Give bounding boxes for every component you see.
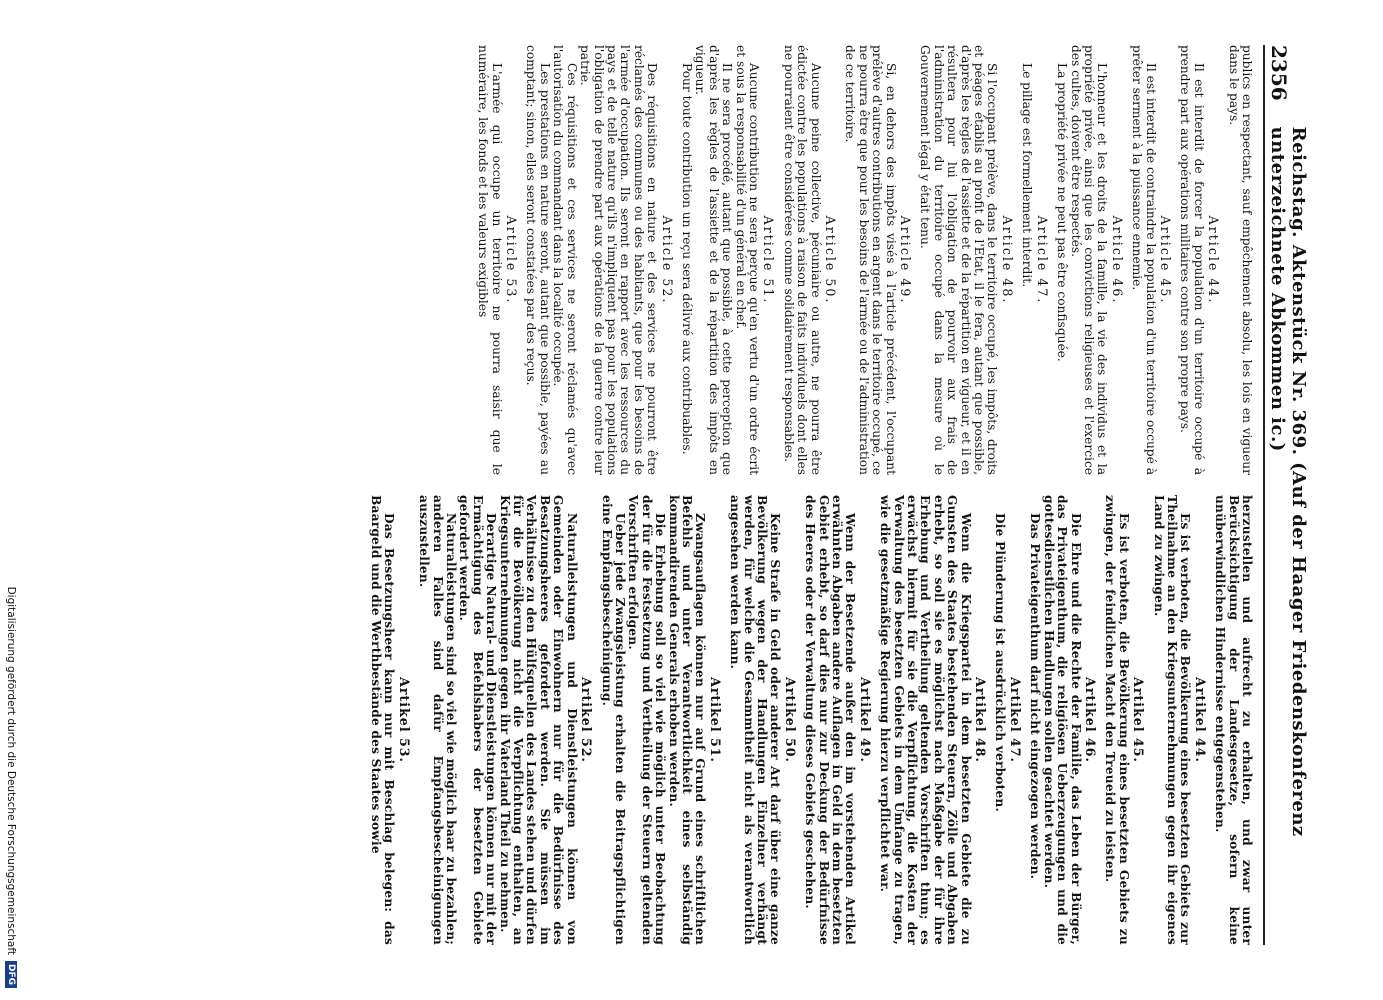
paragraph: Die Plünderung ist ausdrücklich verboten.	[993, 513, 1008, 812]
page-header	[1263, 45, 1309, 945]
article-heading: Article 47.	[1034, 215, 1050, 305]
paragraph: Es ist verboten, die Bevölkerung eines besetzten Gebiets zu zwingen, der feindlichen Macht den Treueid zu leisten.	[1103, 495, 1131, 945]
article-heading: Artikel 48.	[973, 677, 989, 763]
paragraph: Aucune contribution ne sera perçue qu'en vertu d'un ordre écrit et sous la responsabilité d'un général en chef.	[733, 45, 761, 475]
paragraph: Si l'occupant prélève, dans le territoire occupé, les impôts, droits et péages établis au profit de l'Etat, il le fera, autant que possible, d'après les règles de l'assiette et de la répartition en vigueur, et il en résultera pour lui l'obligation de pourvoir aux frais de l'administration du territoire occupé dans la mesure où le Gouvernement légal y était tenu.	[918, 45, 1000, 475]
paragraph: Keine Strafe in Geld oder anderer Art darf über eine ganze Bevölkerung wegen der Handlungen Einzelner verhängt werden, für welche die Gesammtheit nicht als verantwortlich angesehen werden kann.	[728, 495, 783, 945]
paragraph: La propriété privée ne peut pas être confisquée.	[1055, 63, 1070, 362]
paragraph: Il ne sera procédé, autant que possible, à cette perception que d'après les règles de l'assiette et de la répartition des impôts en vigueur.	[693, 45, 735, 475]
article-heading: Article 44.	[1206, 215, 1222, 305]
paragraph: Zwangsauflagen können nur auf Grund eines schriftlichen Befehls und unter Verantwortlichkeit eines selbständig kommandirenden Generals erhoben werden.	[666, 495, 708, 945]
paragraph: Si, en dehors des impôts visés à l'article précédent, l'occupant prélève d'autres contributions en argent dans le territoire occupé, ce ne pourra être que pour les besoins de l'armée ou de l'administration de ce territoire.	[843, 45, 898, 475]
paragraph: Wenn der Besetzende außer den im vorstehenden Artikel erwähnten Abgaben andere Auflagen in Geld in dem besetzten Gebiet erhebt, so darf dies nur zur Deckung der Bedürfnisse des Heeres oder der Verwaltung dieses Gebiets geschehen.	[803, 495, 858, 945]
paragraph: Die Erhebung soll so viel wie möglich unter Beobachtung der für die Festsetzung und Vertheilung der Steuern geltenden Vorschriften erfolgen.	[626, 495, 668, 945]
paragraph: Ces réquisitions et ces services ne seront réclamés qu'avec l'autorisation du commandant dans la localité occupée.	[551, 45, 579, 475]
article-heading: Article 48.	[999, 215, 1015, 305]
paragraph: L'honneur et les droits de la famille, la vie des individus et la propriété privée, ainsi que les convictions religieuses et l'exercice des cultes, doivent être respectés.	[1068, 45, 1110, 475]
article-heading: Artikel 45.	[1131, 677, 1147, 763]
paragraph: Derartige Natural- und Dienstleistungen können nur mit der Ermächtigung des Befehlshabers der besetzten Gebiete gefordert werden.	[457, 495, 499, 945]
paragraph: Les prestations en nature seront, autant que possible, payées au comptant; sinon, elles seront constatées par des reçus.	[524, 45, 552, 475]
article-heading: Artikel 53.	[396, 677, 412, 763]
paragraph: Ueber jede Zwangsleistung erhalten die Beitragspflichtigen eine Empfangsbescheinigung.	[599, 495, 627, 945]
article-heading: Artikel 46.	[1082, 677, 1098, 763]
paragraph: Das Besetzungsheer kann nur mit Beschlag belegen: das Baargeld und die Werthbestände des Staates sowie	[369, 495, 397, 945]
paragraph: Il est interdit de contraindre la population d'un territoire occupé à prêter serment à la puissance ennemie.	[1130, 45, 1158, 475]
page-title: Reichstag. Aktenstück Nr. 369. (Auf der Haager Friedenskonferenz unterzeichnete Abkommen ic.)	[1267, 126, 1309, 837]
article-heading: Article 53.	[504, 215, 520, 305]
paragraph: Es ist verboten, die Bevölkerung eines besetzten Gebiets zur Theilnahme an den Kriegsunternehmungen gegen ihr eigenes Land zu zwingen.	[1151, 495, 1193, 945]
footer-credit-bar	[0, 0, 20, 1000]
paragraph: Naturalleistungen und Dienstleistungen können von Gemeinden oder Einwohnern nur für die Bedürfnisse des Besatzungsheeres gefordert werden. Sie müssen im Verhältnisse zu den Hülfsquellen des Landes stehen und dürfen für die Bevölkerung nicht die Verpflichtung enthalten, an Kriegsunternehmungen gegen ihr Vaterland Theil zu nehmen.	[497, 495, 579, 945]
paragraph: herzustellen und aufrecht zu erhalten, und zwar unter Berücksichtigung der Landesgesetze, sofern keine unüberwindlichen Hindernisse entgegenstehen.	[1213, 495, 1254, 945]
article-heading: Article 49.	[898, 215, 914, 305]
paragraph: Il est interdit de forcer la population d'un territoire occupé à prendre part aux opérations militaires contre son propre pays.	[1178, 45, 1206, 475]
article-heading: Artikel 52.	[579, 677, 595, 763]
credit-text: Digitalisierung gefördert durch die Deutsche Forschungsgemeinschaft	[5, 586, 17, 955]
paragraph: Die Ehre und die Rechte der Familie, das Leben der Bürger, das Privateigenthum, die religiösen Ueberzeugungen und die gottesdienstlichen Handlungen sollen geachtet werden.	[1041, 495, 1083, 945]
document-sheet	[25, 45, 1309, 945]
french-column	[476, 45, 1253, 475]
article-heading: Artikel 47.	[1007, 677, 1023, 763]
article-heading: Article 50.	[823, 215, 839, 305]
article-heading: Article 46.	[1109, 215, 1125, 305]
paragraph: publics en respectant, sauf empêchement absolu, les lois en vigueur dans le pays.	[1226, 45, 1254, 475]
article-heading: Artikel 51.	[707, 677, 723, 763]
paragraph: L'armée qui occupe un territoire ne pourra saisir que le numéraire, les fonds et les valeurs exigibles	[476, 45, 504, 475]
article-heading: Article 51.	[761, 215, 777, 305]
article-heading: Artikel 44.	[1192, 677, 1208, 763]
paragraph: Le pillage est formellement interdit.	[1020, 63, 1035, 288]
page-number: 2356	[1267, 45, 1291, 101]
article-heading: Artikel 49.	[857, 677, 873, 763]
paragraph: Naturalleistungen sind so viel wie möglich baar zu bezahlen; anderen Falles sind dafür Empfangsbescheinigungen auszustellen.	[417, 495, 459, 945]
article-heading: Article 45.	[1157, 215, 1173, 305]
article-heading: Article 52.	[659, 215, 675, 305]
paragraph: Pour toute contribution un reçu sera délivré aux contribuables.	[679, 63, 694, 455]
paragraph: Des réquisitions en nature et des services ne pourront être réclamés des communes ou des habitants, que pour les besoins de l'armée d'occupation. Ils seront en rapport avec les ressources du pays et de telle nature qu'ils n'impliquent pas pour les populations l'obligation de prendre part aux opérations de la guerre contre leur patrie.	[578, 45, 660, 475]
funding-credit	[5, 587, 17, 988]
paragraph: Aucune peine collective, pécuniaire ou autre, ne pourra être édictée contre les populations à raison de faits individuels dont elles ne pourraient être considérées comme solidairement responsables.	[781, 45, 823, 475]
german-column	[369, 495, 1253, 945]
paragraph: Das Privateigenthum darf nicht eingezogen werden.	[1028, 513, 1043, 880]
article-heading: Artikel 50.	[782, 677, 798, 763]
dfg-logo-icon: DFG	[5, 961, 17, 988]
paragraph: Wenn die Kriegspartei in dem besetzten Gebiete die zu Gunsten des Staates bestehenden Steuern, Zölle und Abgaben erhebt, so soll sie es möglichst nach Maßgabe der für ihre Erhebung und Vertheilung geltenden Vorschriften thun; es erwächst hiermit für sie die Verpflichtung, die Kosten der Verwaltung des besetzten Gebiets in dem Umfange zu tragen, wie die gesetzmäßige Regierung hierzu verpflichtet war.	[878, 495, 973, 945]
